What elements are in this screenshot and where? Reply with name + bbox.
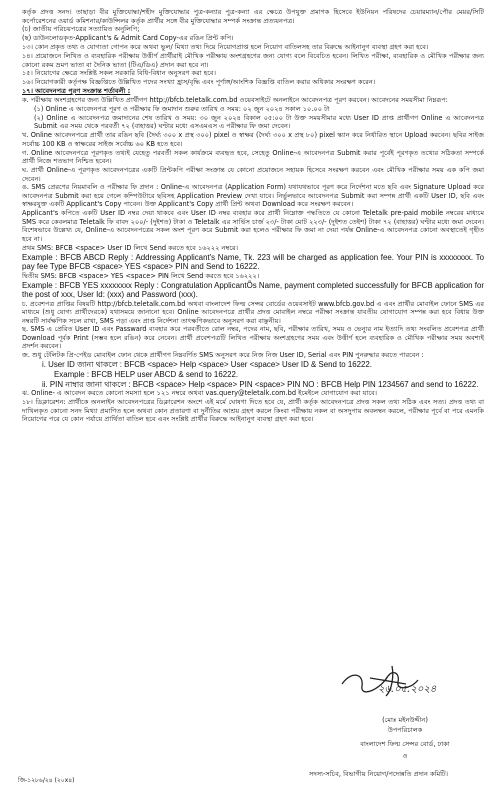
paragraph: Applicant's কপিতে একটি User ID নম্বর দেয়া থাকবে এবং User ID নম্বর ব্যবহার করে প্রার্থী নিম্নোক্ত পদ্ধতিতে যে কোনো Teletalk pre-paid mobile নম্বরের মাধ্যমে SMS করে কেবলমাত্র Teletalk ফি বাবদ ২০০/- (দুইশত) টাকা ও Teletalk এর সার্ভিস চার্জ ২৩/- টাকা মোট ২২৩/- (দুইশত তেইশ) টাকা ৭২ (বাহাত্তর) ঘণ্টার মধ্যে জমা দেবেন। বিশেষভাবে উল্লেখ্য যে, Online-এ আবেদনপত্রের সকল অংশ পূরণ করে Submit করা হলেও পরীক্ষার ফি জমা না দেয়া পর্যন্ত Online-এ আবেদনপত্র কোনো অবস্থাতেই গৃহীত হবে না। <box>22 209 484 243</box>
recovery-item: ii. PIN নাম্বার জানা থাকলে : BFCB <space> Help <space> PIN <space> PIN NO : BFCB Help PIN 1234567 and send to 16222. <box>42 379 479 389</box>
signatory-office: বাংলাদেশ ফিল্ম সেন্সর বোর্ড, ঢাকা <box>360 740 450 748</box>
signature <box>322 660 462 712</box>
sms-example: Example : BFCB YES xxxxxxxx Reply : Congratulation ApplicantÕs Name, payment completed successfully for BFCB application for the post of xxx, User Id: (xxx) and Password (xxx). <box>22 280 484 299</box>
paragraph: ছ. SMS এ প্রেরিত User ID এবং Passward ব্যবহার করে পরবর্তীতে রোল নম্বর, পদের নাম, ছবি, পরীক্ষার তারিখ, সময় ও ভেন্যুর নাম ইত্যাদি তথ্য সংবলিত প্রবেশপত্র প্রার্থী Download পূর্বক Print (সম্ভব হলে রঙিন) করে নেবেন। প্রার্থী প্রবেশপত্রটি লিখিত পরীক্ষায় অংশগ্রহণের সময় এবং উত্তীর্ণ হলে ব্যবহারিক ও মৌখিক পরীক্ষার সময় অবশ্যই প্রদর্শন করবেন। <box>22 325 484 351</box>
signatory-designation: উপপরিচালক <box>387 726 423 734</box>
paragraph: ১৮। ডিক্লারেশন: প্রার্থীকে অনলাইন আবেদনপত্রের ডিক্লারেশন অংশে এই মর্মে ঘোষণা দিতে হবে যে, প্রার্থী কর্তৃক আবেদনপত্রে প্রদত্ত সকল তথ্য সঠিক এবং সত্য। প্রদত্ত তথ্য বা দাখিলকৃত কোনো সনদ মিথ্যা প্রমাণিত হলে অথবা কোন প্রতারণা বা দুর্নীতির আশ্রয় গ্রহণ করলে কিংবা পরীক্ষায় নকল বা অসদুপায় অবলম্বন করলে, পরীক্ষার পূর্বে বা পরে এমনকি নিয়োগের পরে যে কোন পর্যায়ে প্রার্থিতা বাতিল হবে এবং সংশ্লিষ্ট প্রার্থীর বিরুদ্ধে আইনানুগ ব্যবস্থা গ্রহণ করা হবে। <box>22 398 484 424</box>
recovery-item: i. User ID জানা থাকলে : BFCB <space> Help <space> User <space> User ID & Send to 16222. <box>42 360 372 370</box>
paragraph: ১৩। কোন প্রকৃত তথ্য ও যোগ্যতা গোপন করে অথবা ভুল/ মিথ্যা তথ্য দিয়ে নিয়োগপ্রাপ্ত হলে নিয়োগ বাতিলসহ তার বিরুদ্ধে আইনানুগ ব্যবস্থা গ্রহণ করা হবে। <box>22 43 429 52</box>
paragraph: ১৪। প্রয়োজনে লিখিত ও ব্যবহারিক পরীক্ষায় উত্তীর্ণ প্রার্থীরাই মৌখিক পরীক্ষায় অংশগ্রহণের জন্য যোগ্য বলে বিবেচিত হবেন। লিখিত পরীক্ষা, ব্যবহারিক ও মৌখিক পরীক্ষার জন্য কোনো রকম ভ্রমণ ভাতা বা দৈনিক ভাতা (টিএ/ডিএ) প্রদান করা হবে না। <box>22 52 484 69</box>
paragraph: ঝ. Online- এ আবেদন করতে কোনো সমস্যা হলে ১২১ নম্বরে অথবা vas.query@teletalk.com.bd ইমেইলে যোগাযোগ করা যাবে। <box>22 389 377 398</box>
paragraph: (২) Online এ আবেদনপত্র জমাদানের শেষ তারিখ ও সময়: ৩০ জুন ২০২৪ বিকাল ০৫:০০ টা উক্ত সময়সীমার মধ্যে User ID প্রাপ্ত প্রার্থীগণ Online এ আবেদনপত্র Submit এর সময় থেকে পরবর্তী ৭২ (বাহাত্তর) ঘণ্টার মধ্যে এসএমএস এ পরীক্ষার ফি জমা দেবেন। <box>34 113 484 131</box>
paragraph: খ. Online আবেদনপত্রে প্রার্থী তার রঙিন ছবি (দৈর্ঘ্য ৩০০ x প্রস্থ ৩০০) pixel ও স্বাক্ষর (দৈর্ঘ্য ৩০০ x প্রস্থ ৮০) pixel স্ক্যান করে নির্ধারিত স্থানে Upload করবেন। ছবির সাইজ সর্বোচ্চ 100 KB ও স্বাক্ষরের সাইজ সর্বোচ্চ ৬০ KB হতে হবে। <box>22 131 484 148</box>
paragraph: (১) Online এ আবেদনপত্র পূরণ ও পরীক্ষার ফি জমাদান শুরুর তারিখ ও সময়: ০২ জুন ২০২৪ সকাল ১০.০০ টা <box>34 105 330 114</box>
paragraph: (ছ) ডাউনলোডকৃত-Applicant's & Admit Card Copy-এর রঙিন প্রিন্ট কপি। <box>22 34 234 43</box>
paragraph: গ. Online আবেদনপত্রে পূরণকৃত তথ্যই যেহেতু পরবর্তী সকল কার্যক্রমে ব্যবহৃত হবে, সেহেতু Online-এ আবেদনপত্র Submit করার পূর্বেই পূরণকৃত তথ্যের সঠিকতা সম্পর্কে প্রার্থী নিজে শতভাগ নিশ্চিত হবেন। <box>22 148 484 166</box>
memo-number: জি-১২৮৬/২৪ (২০x৪) <box>18 777 75 784</box>
sms-example: Example : BFCB ABCD Reply : Addressing Applicant's Name, Tk. 223 will be charged as application fee. Your PIN is xxxxxxxx. To pay fee Type BFCB <space> YES <space> PIN and Send to 16222. <box>22 252 484 271</box>
paragraph: চ. প্রবেশপত্র প্রাপ্তির বিষয়টি http://bfcb.teletalk.com.bd অথবা বাংলাদেশ ফিল্ম সেন্সর বোর্ডের ওয়েবসাইট www.bfcb.gov.bd এ এবং প্রার্থীর মোবাইল ফোনে SMS এর মাধ্যমে (শুধু যোগ্য প্রার্থীদেরকে) যথাসময়ে জানানো হবে। Online আবেদনপত্রে প্রার্থীর প্রদত্ত মোবাইল নম্বরে পরীক্ষা সংক্রান্ত যাবতীয় যোগাযোগ সম্পন্ন করা হবে বিধায় উক্ত নম্বরটি সার্বক্ষণিক সচল রাখা, SMS পড়া এবং প্রাপ্ত নির্দেশনা তাৎক্ষণিকভাবে অনুসরণ করা বাঞ্ছনীয়। <box>22 299 484 325</box>
sms-instruction: প্রথম SMS: BFCB <space> User ID লিখে Send করতে হবে ১৬২২২ নম্বরে। <box>22 243 238 252</box>
and-text: ও <box>402 752 408 760</box>
signatory-name: (মোঃ মইনউদ্দীন) <box>382 716 428 724</box>
paragraph: ঘ. প্রার্থী Online-এ পূরণকৃত আবেদনপত্রের একটি প্রিন্টকপি পরীক্ষা সংক্রান্ত যে কোনো প্রয়োজনে সহায়ক হিসেবে সংরক্ষণ করবেন এবং মৌখিক পরীক্ষার সময় এক কপি জমা দেবেন। <box>22 166 484 183</box>
committee-role: সদস্য-সচিব, বিভাগীয় নিয়োগ/পদোন্নতি প্রদান কমিটি। <box>308 770 449 778</box>
signature-date: ২৬.০৫.২০২৪ <box>378 684 437 695</box>
paragraph: কর্তৃক প্রদত্ত সনদ। তাছাড়া বীর মুক্তিযোদ্ধা/শহীদ মুক্তিযোদ্ধার পুত্র-কন্যার পুত্র-কন্যা এর ক্ষেত্রে উপযুক্ত প্রমাণক হিসেবে ইউনিয়ন পরিষদের চেয়ারম্যান/পৌর মেয়র/সিটি কর্পোরেশনের ওয়ার্ড কমিশনার/কাউন্সিলর কর্তৃক প্রার্থীর সঙ্গে বীর মুক্তিযোদ্ধার সম্পর্ক সংক্রান্ত প্রত্যয়নপত্র। <box>22 8 484 25</box>
paragraph: ঙ. SMS প্রেরণের নিয়মাবলি ও পরীক্ষার ফি প্রদান : Online-এ আবেদনপত্র (Application Form) যথাযথভাবে পূরণ করে নির্দেশনা মতে ছবি এবং Signature Upload করে আবেদনপত্র Submit করা হয়ে গেলে কম্পিউটারে ছবিসহ Application Preview দেখা যাবে। নির্ভুলভাবে আবেদনপত্র Submit করা সম্পন্ন প্রার্থী একটি User ID, ছবি এবং স্বাক্ষরযুক্ত একটি Applicant's Copy পাবেন। উক্ত Applicant's Copy প্রার্থী প্রিন্ট অথবা Download করে সংরক্ষণ করবেন। <box>22 183 484 209</box>
section-heading: ১৭। আবেদনপত্র পূরণ সংক্রান্ত শর্তাবলী : <box>22 87 131 96</box>
paragraph: (চ) জাতীয় পরিচয়পত্রের সত্যায়িত অনুলিপি; <box>22 25 140 34</box>
recovery-example: Example : BFCB HELP user ABCD & send to 16222. <box>54 369 239 379</box>
paragraph: ক. পরীক্ষায় অংশগ্রহণের জন্য উল্লিখিত প্রার্থীগণ http://bfcb.teletalk.com.bd ওয়েবসাইটে অনলাইনে আবেদনপত্র পূরণ করবেন। আবেদনের সময়সীমা নিম্নরূপ: <box>22 96 448 105</box>
paragraph: ১৫। নিয়োগের ক্ষেত্রে সংশ্লিষ্ট সকল সরকারি বিধি-বিধান অনুসরণ করা হবে। <box>22 69 216 78</box>
body-text <box>22 8 484 424</box>
paragraph: জ. শুধু টেলিটক প্রি-পেইড মোবাইল ফোন থেকে প্রার্থীগণ নিম্নবর্ণিত SMS অনুসরণ করে নিজ নিজ User ID, Serial এবং PIN পুনরুদ্ধার করতে পারবেন : <box>22 351 424 360</box>
sms-instruction: দ্বিতীয় SMS: BFCB <space> YES <space> PIN লিখে Send করতে হবে ১৬২২২। <box>22 271 260 280</box>
paragraph: ১৬। নিয়োগকারী কর্তৃপক্ষ বিজ্ঞপ্তিতে উল্লিখিত পদের সংখ্যা হ্রাস/বৃদ্ধি এবং পূর্ণাঙ্গ/আংশিক বিজ্ঞপ্তি বাতিল করার অধিকার সংরক্ষণ করেন। <box>22 78 376 87</box>
